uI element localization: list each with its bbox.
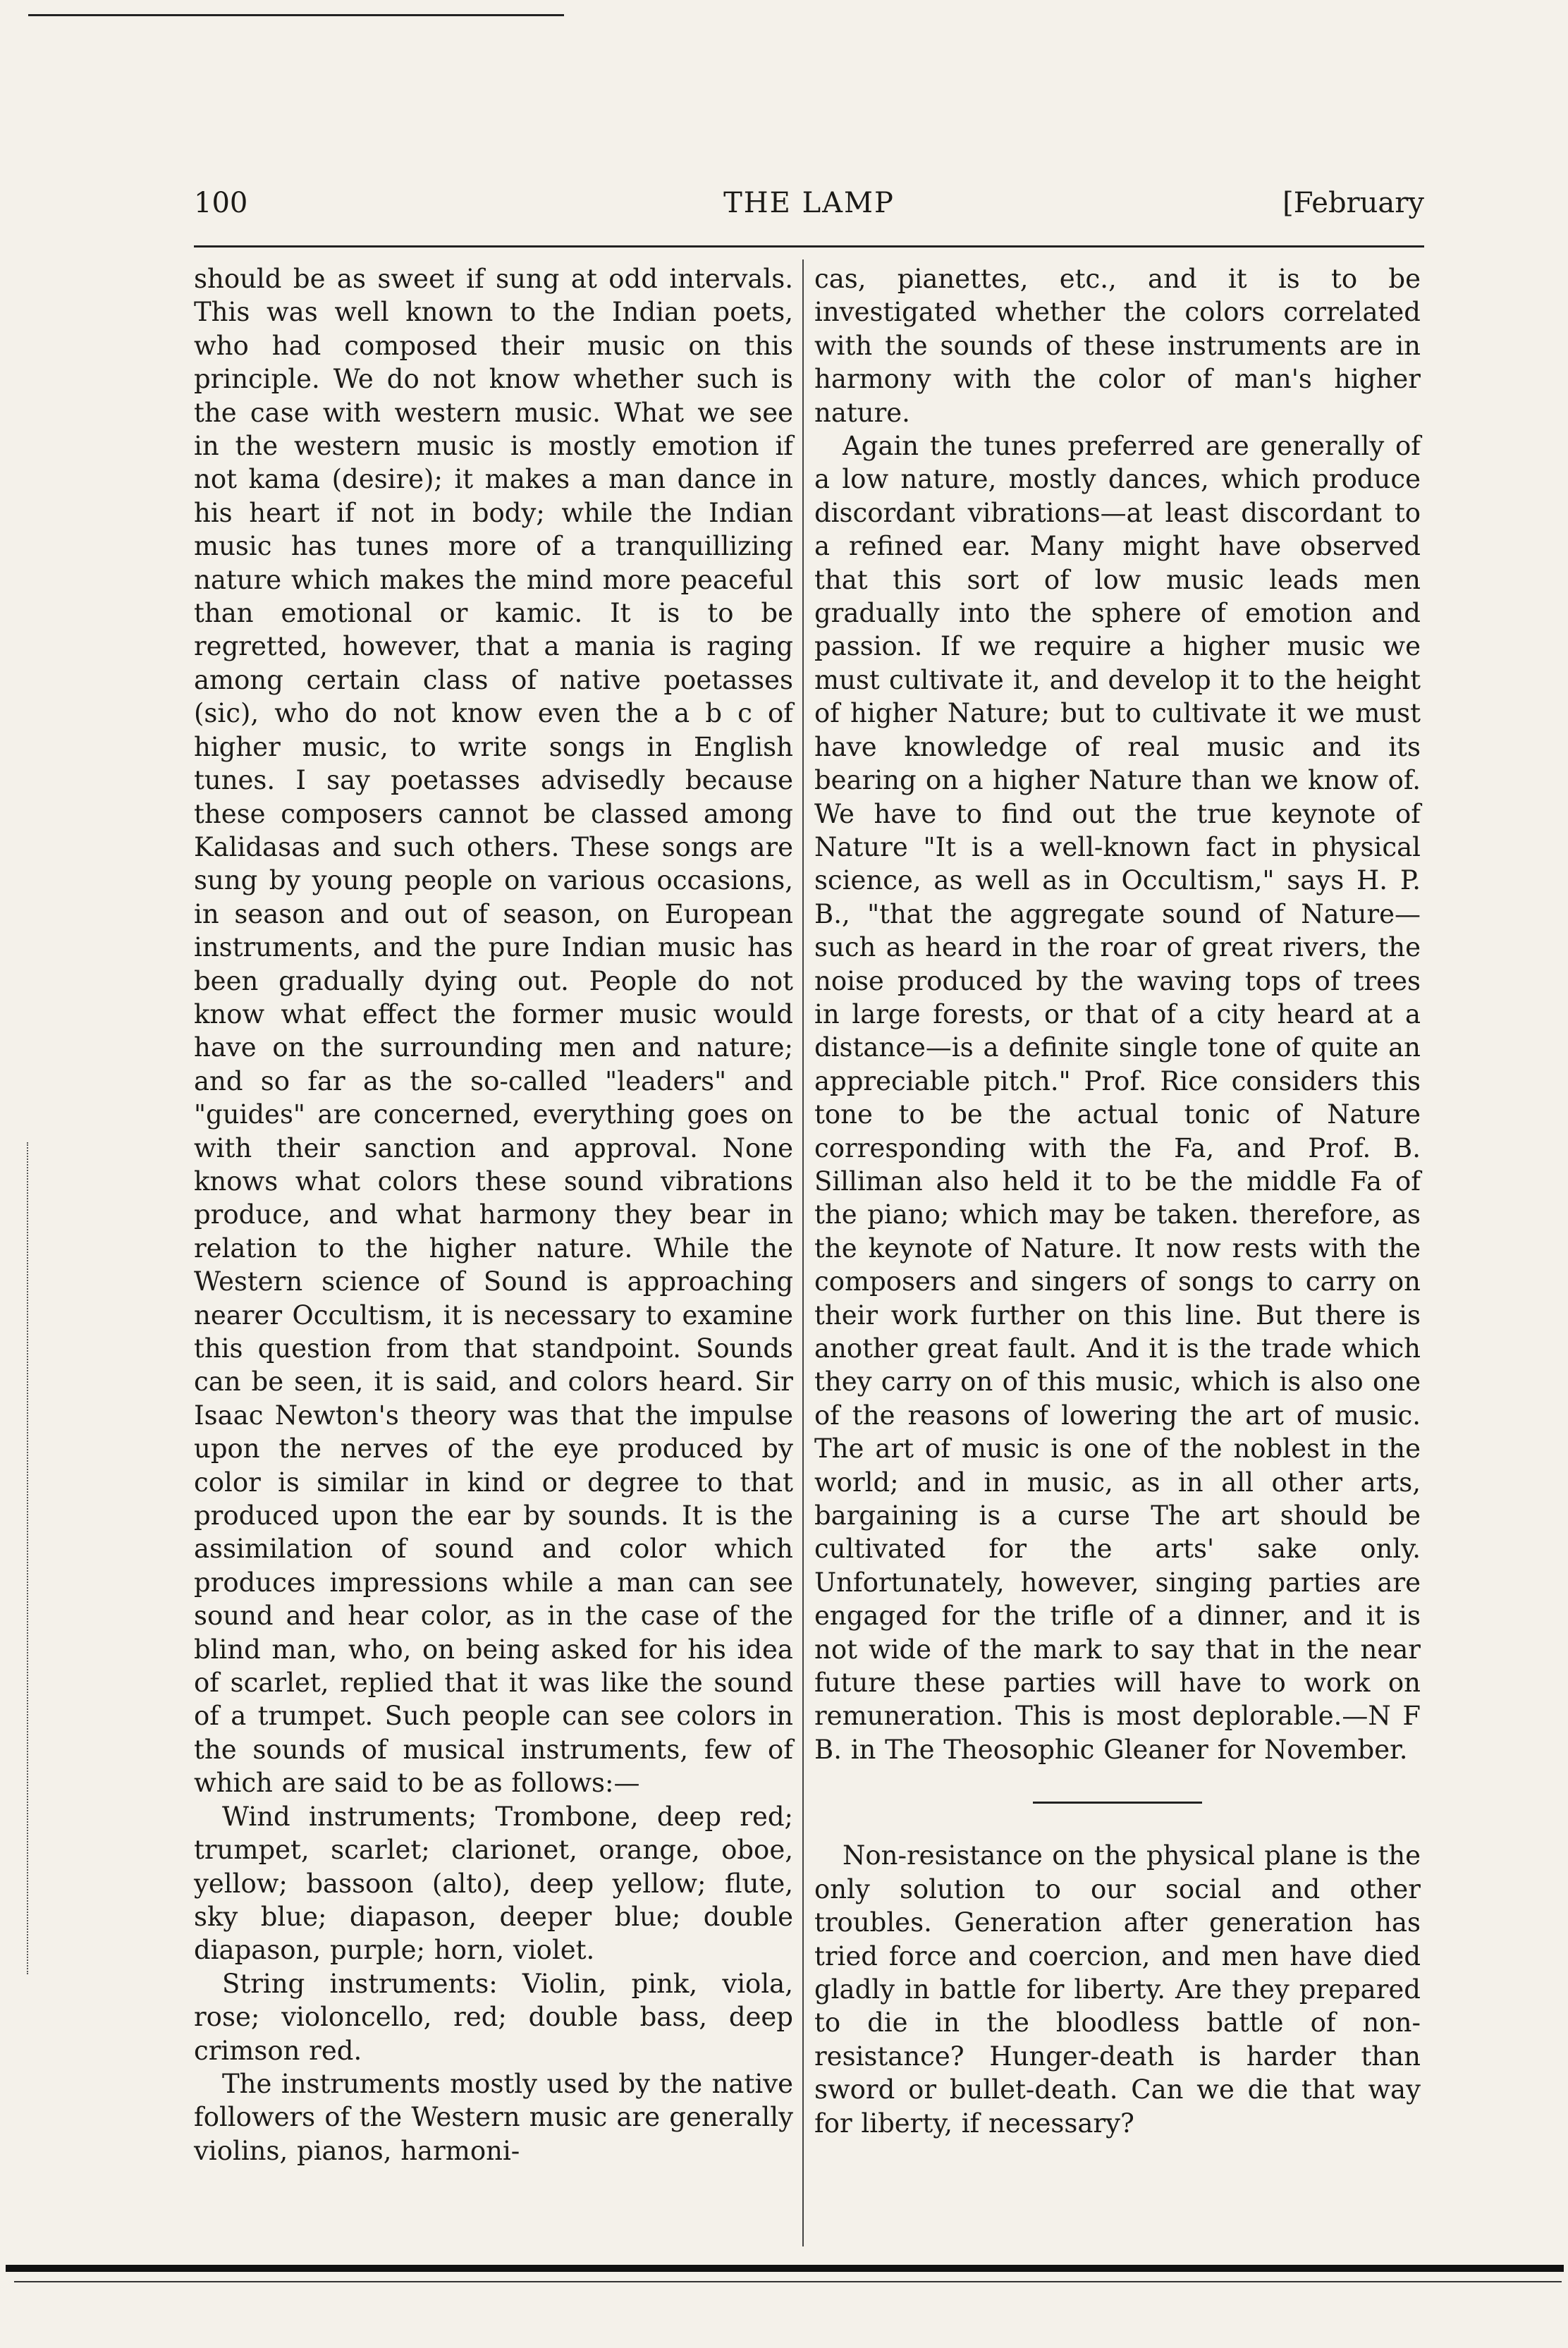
right-paragraph-2: Again the tunes preferred are generally of a low nature, mostly dances, which produce discordant vibrations—at least discordant to a refined ear. Many might have observed that this sort of low music leads men gradually into the sphere of emotion and passion. If we require a higher music we must cultivate it, and develop it to the height of higher Nature; but to cultivate it we must have knowledge of real music and its bearing on a higher Nature than we know of. We have to find out the true keynote of Nature "It is a well-known fact in physical science, as well as in Occultism," says H. P. B., "that the aggregate sound of Nature—such as heard in the roar of great rivers, the noise produced by the waving tops of trees in large forests, or that of a city heard at a distance—is a definite single tone of quite an appreciable pitch." Prof. Rice considers this tone to be the actual tonic of Nature corresponding with the Fa, and Prof. B. Silliman also held it to be the middle Fa of the piano; which may be taken. therefore, as the keynote of Nature. It now rests with the composers and singers of songs to carry on their work further on this line. But there is another great fault. And it is the trade which they carry on of this music, which is also one of the reasons of lowering the art of music. The art of music is one of the noblest in the world; and in music, as in all other arts, bargaining is a curse The art should be cultivated for the arts' sake only. Unfortunately, however, singing parties are engaged for the trifle of a dinner, and it is not wide of the mark to say that in the near future these parties will have to work on remuneration. This is most deplorable.—N F B. in The Theosophic Gleaner for November.: [814, 431, 1421, 1765]
left-paragraph-4: The instruments mostly used by the native followers of the Western music are generally violins, pianos, harmoni-: [194, 2068, 793, 2166]
left-column: [194, 262, 793, 2167]
left-paragraph-2: Wind instruments; Trombone, deep red; trumpet, scarlet; clarionet, orange, oboe, yellow; bassoon (alto), deep yellow; flute, sky blue; diapason, deeper blue; double diapason, purple; horn, violet.: [194, 1801, 793, 1966]
left-paragraph-3: String instruments: Violin, pink, viola, rose; violoncello, red; double bass, deep crimson red.: [194, 1968, 793, 2066]
header-rule: [194, 245, 1424, 247]
right-paragraph-1: cas, pianettes, etc., and it is to be investigated whether the colors correlated with the sounds of these instruments are in harmony with the color of man's higher nature.: [814, 264, 1421, 428]
right-column: [814, 262, 1421, 2140]
column-divider: [802, 259, 804, 2246]
bottom-scan-rule: [6, 2265, 1564, 2272]
right-paragraph-3: Non-resistance on the physical plane is the only solution to our social and other troubles. Generation after generation has tried force and coercion, and men have died gladly in battle for liberty. Are they prepared to die in the bloodless battle of non-resistance? Hunger-death is harder than sword or bullet-death. Can we die that way for liberty, if necessary?: [814, 1840, 1421, 2139]
top-scan-rule: [28, 14, 564, 16]
margin-scan-marks: [27, 1142, 41, 1974]
page-number: 100: [194, 187, 248, 219]
issue-month: [February: [1282, 187, 1424, 219]
bottom-thin-rule: [14, 2281, 1562, 2282]
section-divider: [1033, 1802, 1202, 1804]
left-paragraph-1: should be as sweet if sung at odd intervals. This was well known to the Indian poets, who had composed their music on this principle. We do not know whether such is the case with western music. What we see in the western music is mostly emotion if not kama (desire); it makes a man dance in his heart if not in body; while the Indian music has tunes more of a tranquillizing nature which makes the mind more peaceful than emotional or kamic. It is to be regretted, however, that a mania is raging among certain class of native poetasses (sic), who do not know even the a b c of higher music, to write songs in English tunes. I say poetasses advisedly because these composers cannot be classed among Kalidasas and such others. These songs are sung by young people on various occasions, in season and out of season, on European instruments, and the pure Indian music has been gradually dying out. People do not know what effect the former music would have on the surrounding men and nature; and so far as the so-called "leaders" and "guides" are concerned, everything goes on with their sanction and approval. None knows what colors these sound vibrations produce, and what harmony they bear in relation to the higher nature. While the Western science of Sound is approaching nearer Occultism, it is necessary to examine this question from that standpoint. Sounds can be seen, it is said, and colors heard. Sir Isaac Newton's theory was that the impulse upon the nerves of the eye produced by color is similar in kind or degree to that produced upon the ear by sounds. It is the assimilation of sound and color which produces impressions while a man can see sound and hear color, as in the case of the blind man, who, on being asked for his idea of scarlet, replied that it was like the sound of a trumpet. Such people can see colors in the sounds of musical instruments, few of which are said to be as follows:—: [194, 264, 793, 1799]
running-title: THE LAMP: [723, 187, 895, 219]
page-header: [194, 187, 1424, 236]
